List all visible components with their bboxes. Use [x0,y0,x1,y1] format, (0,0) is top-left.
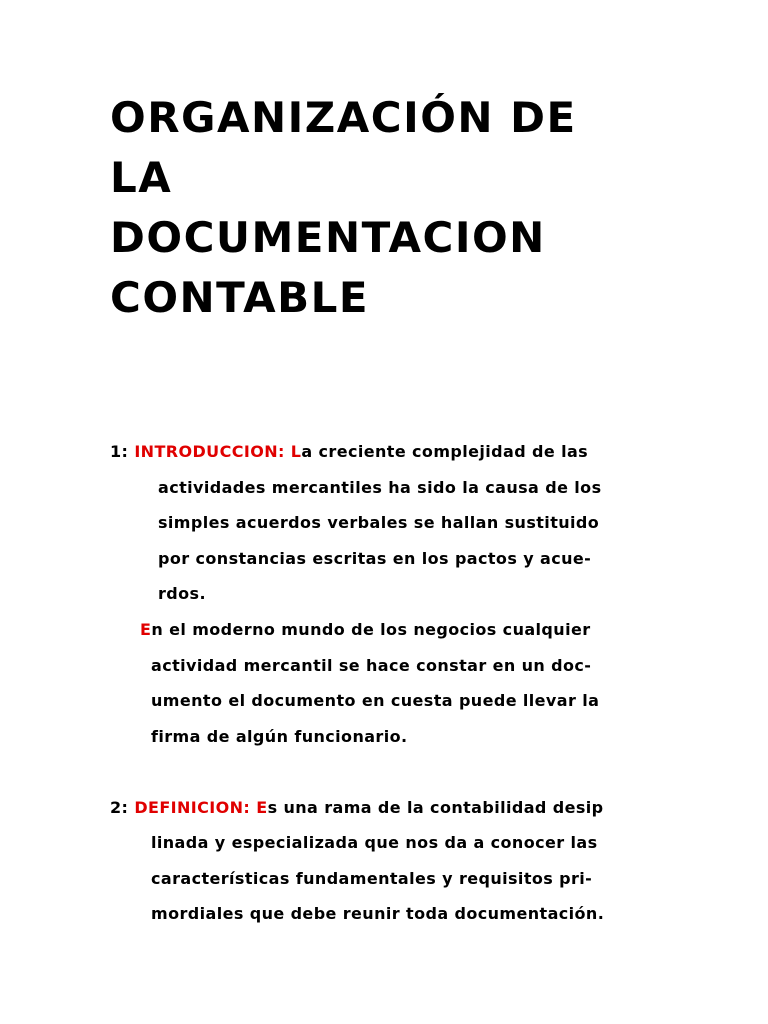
section1-line-4: por constancias escritas en los pactos y acue- [158,549,592,568]
section1-drop-letter: L [290,442,302,461]
section2-line-2: linada y especializada que nos da a conocer las [151,833,598,852]
section1-paragraph2-drop-letter: E [140,620,152,639]
section2-drop-letter: E [256,798,268,817]
section1-first-line [110,442,588,462]
section1-line-5: rdos. [158,584,206,603]
section1-heading: INTRODUCCION: [134,442,291,461]
section2-number: 2: [110,798,135,817]
section1-line-3: simples acuerdos verbales se hallan sustituido [158,513,600,532]
section2-first-line-text: s una rama de la contabilidad desip [267,798,604,817]
section1-paragraph2-line-3: umento el documento en cuesta puede llevar la [151,691,600,710]
section1-first-line-text: a creciente complejidad de las [301,442,589,461]
section2-line-4: mordiales que debe reunir toda documentación. [151,904,605,923]
section1-paragraph2-line-4: firma de algún funcionario. [151,727,408,746]
title-line-1: ORGANIZACIÓN DE [110,93,577,142]
section1-paragraph2-line-2: actividad mercantil se hace constar en un doc- [151,656,592,675]
section1-paragraph2-first-line-text: n el moderno mundo de los negocios cualquier [151,620,591,639]
document-title [110,88,730,328]
title-line-3: DOCUMENTACION [110,213,546,262]
title-line-4: CONTABLE [110,273,370,322]
section1-line-2: actividades mercantiles ha sido la causa de los [158,478,602,497]
title-line-2: LA [110,153,173,202]
section2-line-3: características fundamentales y requisitos pri- [151,869,593,888]
section2-first-line [110,798,604,818]
section2-heading: DEFINICION: [134,798,257,817]
section1-number: 1: [110,442,135,461]
section1-paragraph2-first-line [140,620,591,640]
